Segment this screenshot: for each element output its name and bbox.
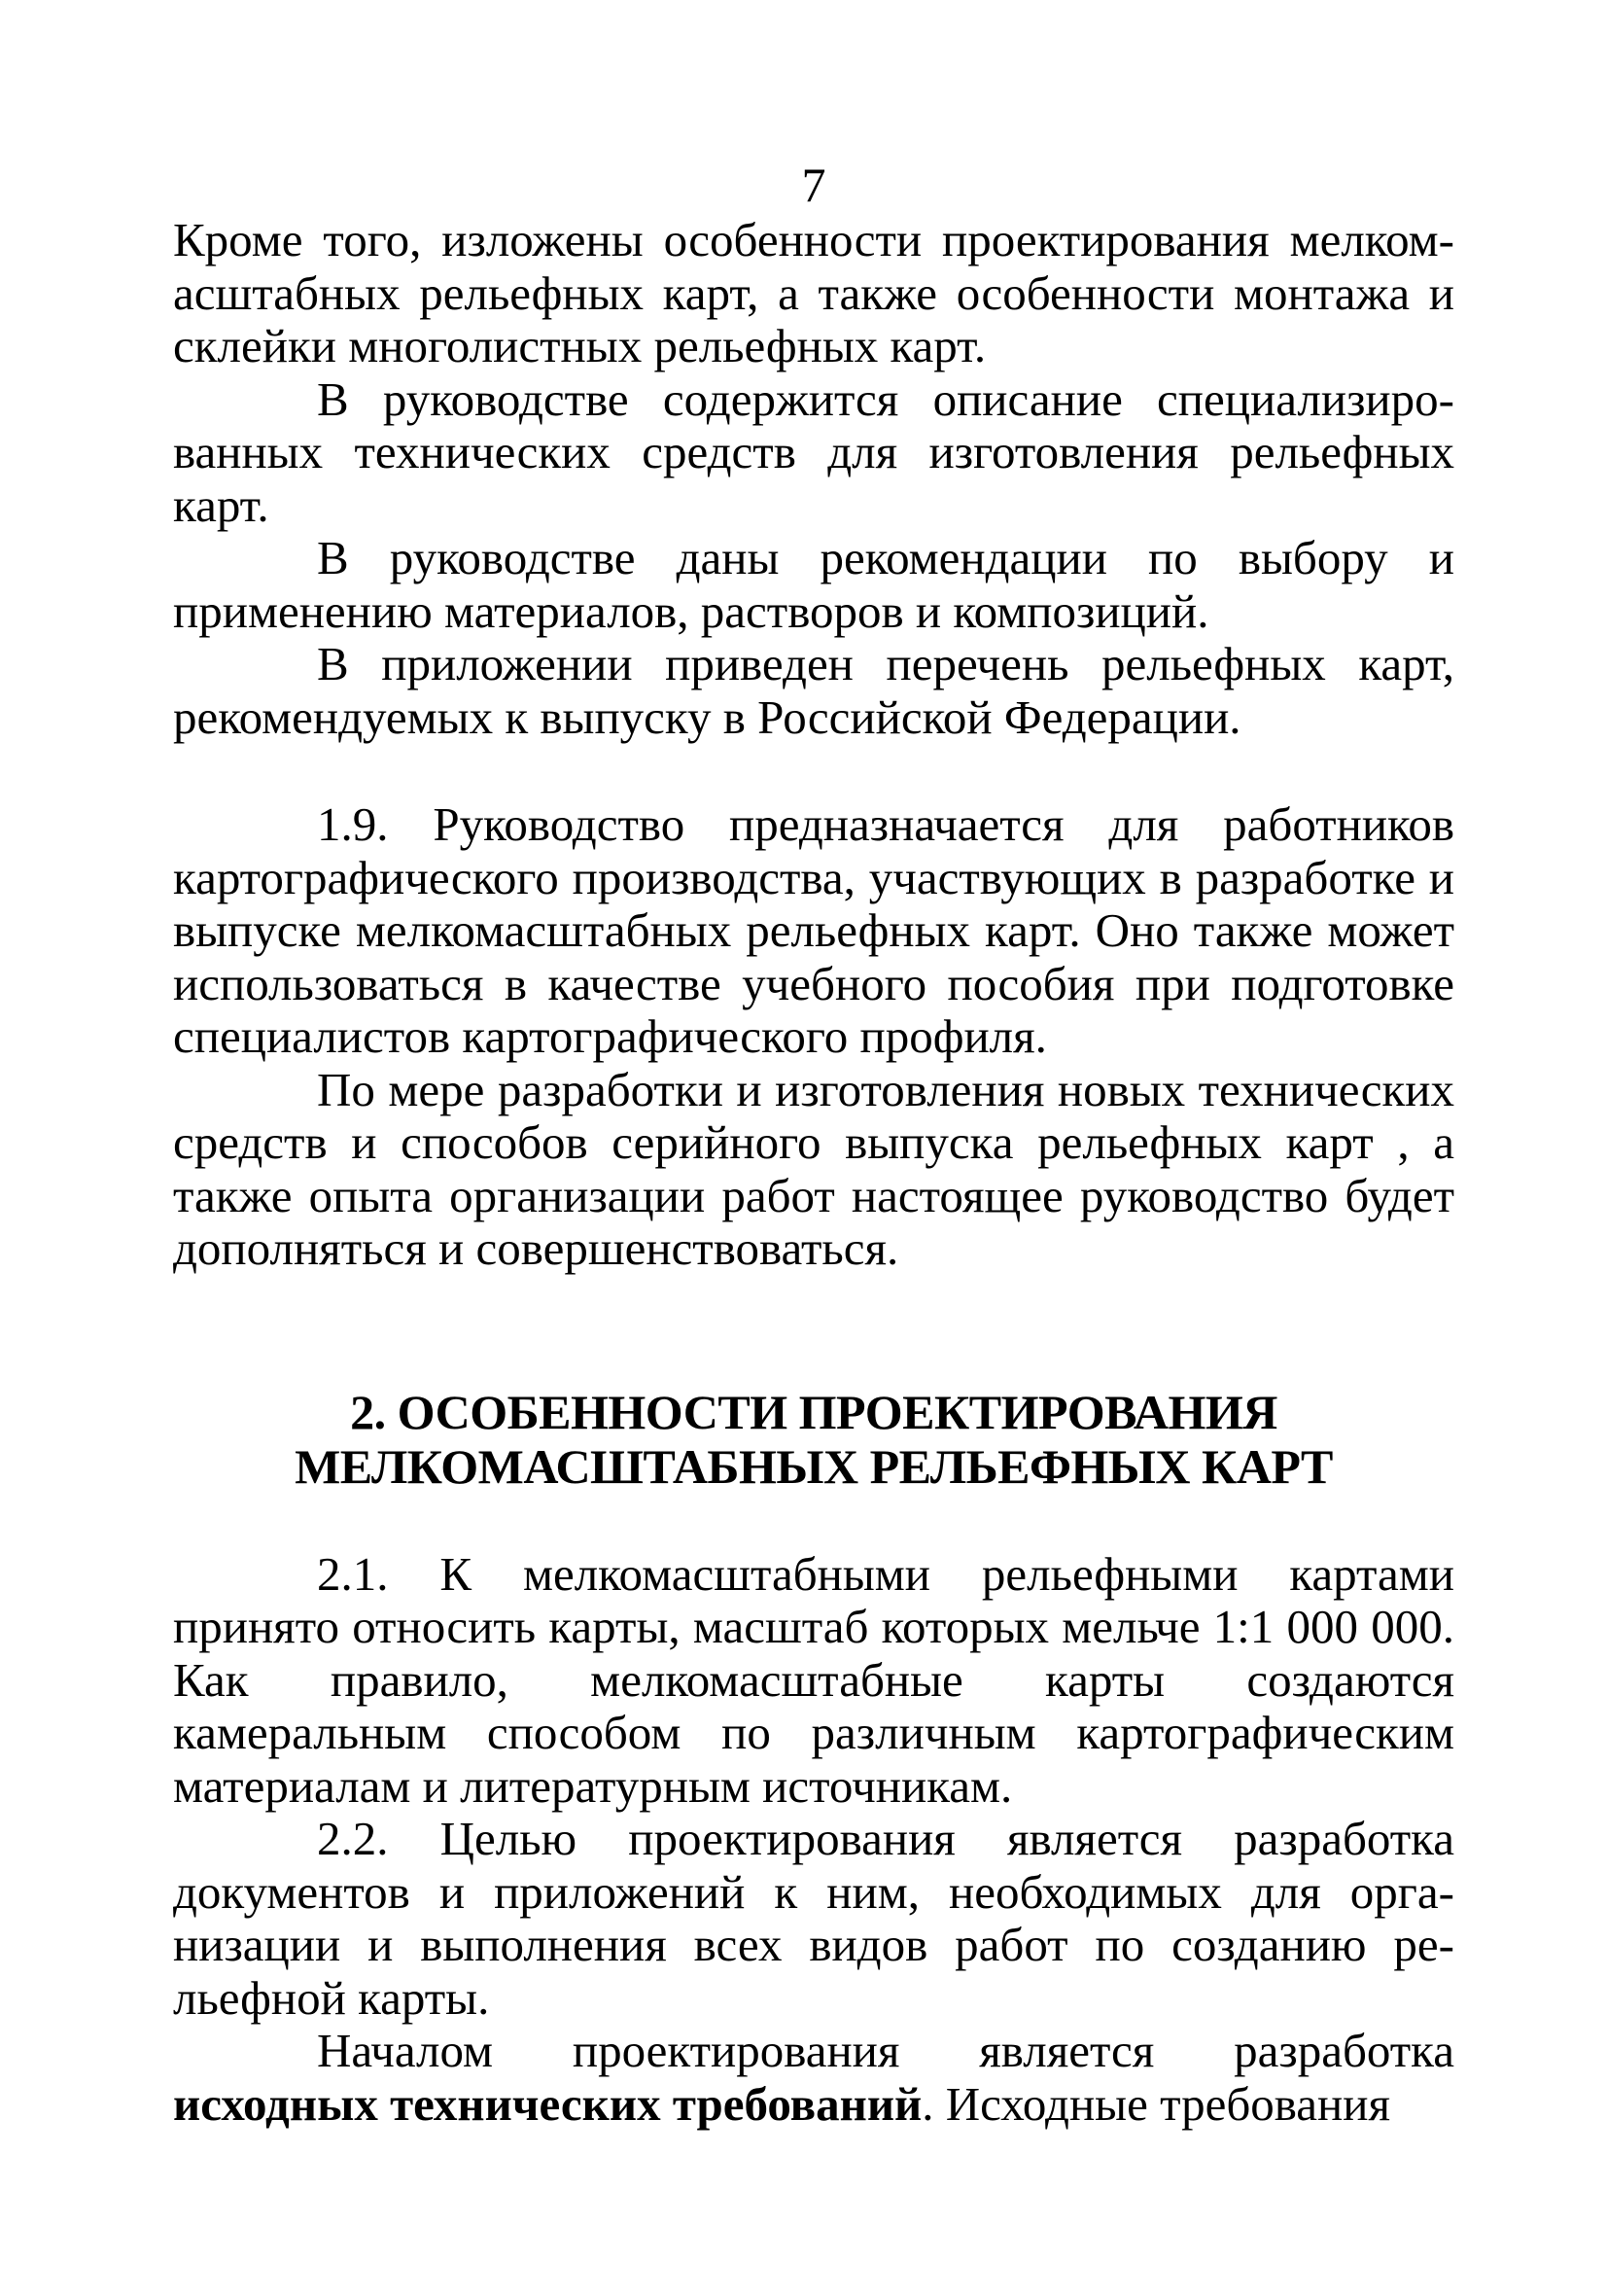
section-2-heading: [173, 1385, 1454, 1494]
paragraph-appendix: В приложении приведен перечень рельефных карт, рекомендуемых к выпуску в Российской Федерации.: [173, 637, 1454, 744]
paragraph-future-development: По мере разработки и изготовления новых технических средств и способов серийного выпуска рельефных карт , а также опыта организации работ настоящее руководство будет дополняться и совершенствоваться.: [173, 1062, 1454, 1275]
page-number: 7: [801, 158, 826, 212]
section-2-heading-line-2: МЕЛКОМАСШТАБНЫХ РЕЛЬЕФНЫХ КАРТ: [295, 1438, 1333, 1494]
design-start-text: Началом проектирования является разработка: [317, 2024, 1454, 2077]
paragraph-1-9: 1.9. Руководство предназначается для работников картографического производства, участвующих в разработке и выпуске мелкомасштабных рельефных карт. Оно также может использоваться в качестве учебного пособия при подготовке специалистов картографического профиля.: [173, 797, 1454, 1063]
paragraph-2-1: 2.1. К мелкомасштабными рельефными картами принято относить карты, масштаб которых мельче 1:1 000 000. Как правило, мелкомасштабные карты создаются камеральным способом по различным картографическим материалам и литературным источникам.: [173, 1546, 1454, 1813]
paragraph-materials: В руководстве даны рекомендации по выбору и применению материалов, растворов и композиций.: [173, 531, 1454, 638]
initial-requirements-term: исходных технических требований: [173, 2076, 923, 2131]
paragraph-2-2: 2.2. Целью проектирования является разработка документов и приложений к ним, необходимых для организации и выполнения всех видов работ по созданию рельефной карты.: [173, 1812, 1454, 2025]
paragraph-intro-continued: Кроме того, изложены особенности проектирования мелкомасштабных рельефных карт, а также особенности монтажа и склейки многолистных рельефных карт.: [173, 213, 1454, 372]
document-page: [173, 156, 1454, 2131]
paragraph-technical-means: В руководстве содержится описание специализированных технических средств для изготовления рельефных карт.: [173, 371, 1454, 532]
section-2-heading-line-1: 2. ОСОБЕННОСТИ ПРОЕКТИРОВАНИЯ: [350, 1384, 1277, 1439]
paragraph-design-start: [173, 2025, 1454, 2131]
design-start-continuation: . Исходные требования: [922, 2076, 1390, 2131]
